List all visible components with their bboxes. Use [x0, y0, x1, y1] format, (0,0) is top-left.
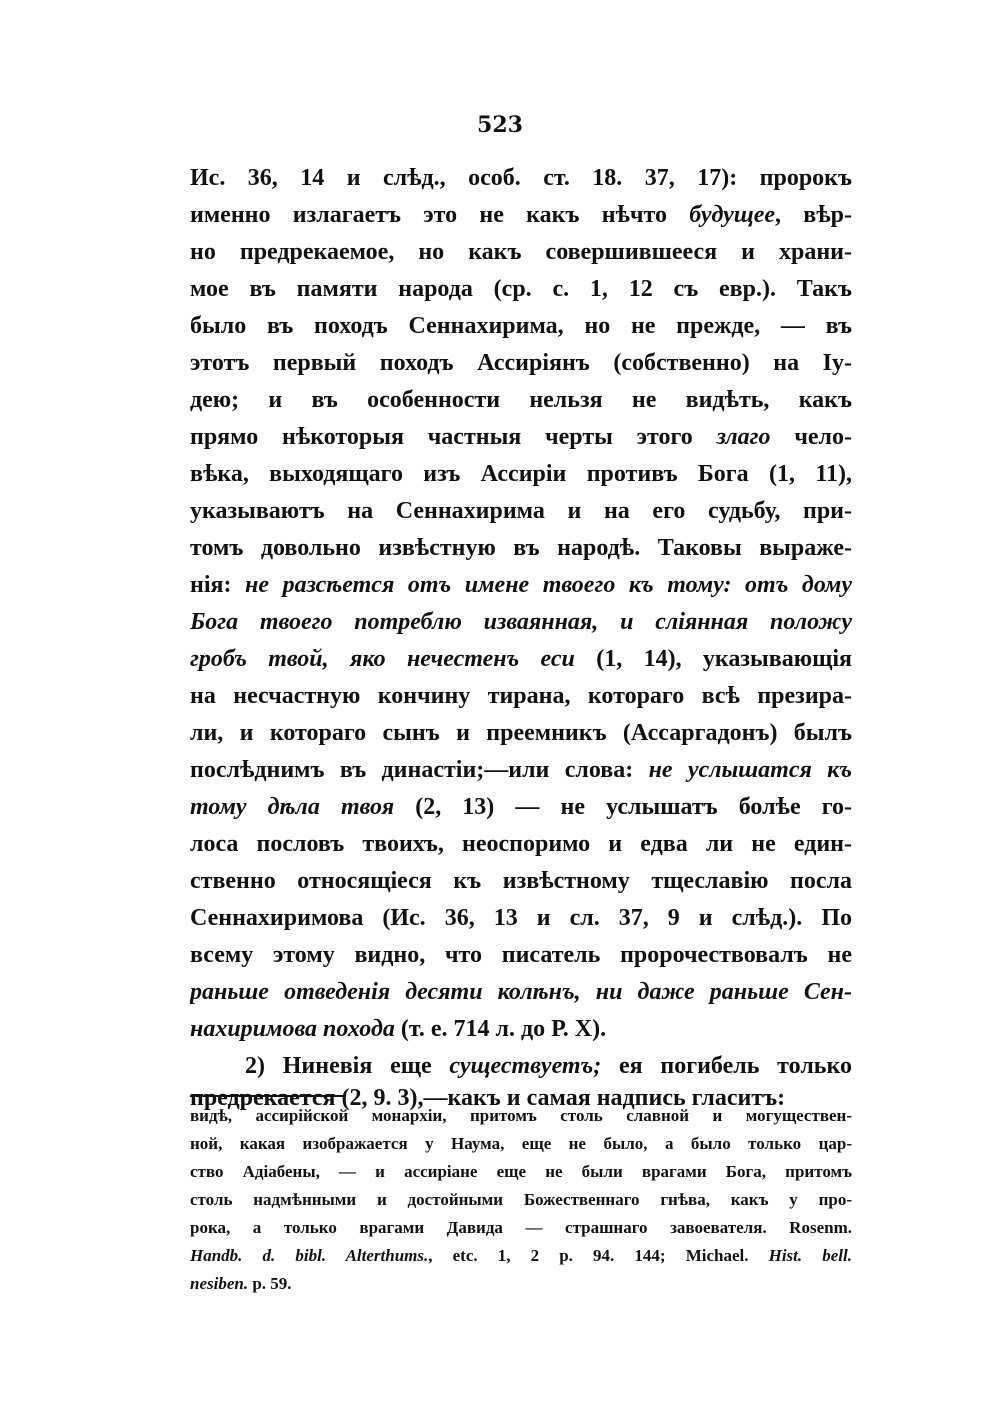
- body-line: предрекается (2, 9. 3),—какъ и самая надпись гласитъ:: [190, 1085, 786, 1111]
- body-line: послѣднимъ въ династіи;—или слова: не услышатся къ: [190, 757, 852, 783]
- page-number: 523: [477, 112, 523, 138]
- footnote-line: столь надмѣнными и достойными Божественнаго гнѣва, какъ у про-: [190, 1190, 852, 1209]
- body-line: указываютъ на Сеннахирима и на его судьбу, при-: [190, 498, 852, 524]
- body-line: гробъ твой, яко нечестенъ еси (1, 14), указывающія: [190, 646, 852, 672]
- body-line: ли, и котораго сынъ и преемникъ (Ассаргадонъ) былъ: [190, 720, 852, 746]
- body-line: всему этому видно, что писатель пророчествовалъ не: [190, 942, 852, 968]
- footnote-line: видѣ, ассирiйской монархiи, притомъ столь славной и могуществен-: [190, 1106, 852, 1125]
- body-line: тому дѣла твоя (2, 13) — не услышатъ болѣе го-: [190, 794, 852, 820]
- body-line: Сеннахиримова (Ис. 36, 13 и сл. 37, 9 и слѣд.). По: [190, 905, 852, 931]
- footnote-rule: [190, 1095, 346, 1097]
- body-line: дею; и въ особенности нельзя не видѣть, какъ: [190, 387, 852, 413]
- body-line: было въ походъ Сеннахирима, но не прежде, — въ: [190, 313, 852, 339]
- body-line: прямо нѣкоторыя частныя черты этого злаго чело-: [190, 424, 852, 450]
- body-line: именно излагаетъ это не какъ нѣчто будущее, вѣр-: [190, 202, 852, 228]
- body-line: Ис. 36, 14 и слѣд., особ. ст. 18. 37, 17): пророкъ: [190, 165, 852, 191]
- body-line: вѣка, выходящаго изъ Ассиріи противъ Бога (1, 11),: [190, 461, 852, 487]
- footnote-line: nesiben. p. 59.: [190, 1274, 292, 1293]
- body-line: но предрекаемое, но какъ совершившееся и храни-: [190, 239, 852, 265]
- footnote-line: ной, какая изображается у Наума, еще не было, а было только цар-: [190, 1134, 852, 1153]
- body-line: нахиримова похода (т. е. 714 л. до Р. Х).: [190, 1016, 607, 1042]
- body-line: Бога твоего потреблю изваянная, и слiянная положу: [190, 609, 852, 635]
- body-line: на несчастную кончину тирана, котораго всѣ презира-: [190, 683, 852, 709]
- body-line: 2) Ниневія еще существуетъ; ея погибель только: [245, 1053, 852, 1079]
- body-line: мое въ памяти народа (ср. с. 1, 12 съ евр.). Такъ: [190, 276, 852, 302]
- body-line: ственно относящіеся къ извѣстному тщеславію посла: [190, 868, 852, 894]
- footnote-line: ство Адiабены, — и ассиріане еще не были врагами Бога, притомъ: [190, 1162, 852, 1181]
- body-line: нія: не разсѣется отъ имене твоего къ тому: отъ дому: [190, 572, 852, 598]
- footnote-line: Handb. d. bibl. Alterthums., etc. 1, 2 p. 94. 144; Michael. Hist. bell.: [190, 1246, 852, 1265]
- footnote-line: рока, а только врагами Давида — страшнаго завоевателя. Rosenm.: [190, 1218, 852, 1237]
- body-line: лоса пословъ твоихъ, неоспоримо и едва ли не един-: [190, 831, 852, 857]
- body-line: раньше отведенія десяти колѣнъ, ни даже раньше Сен-: [190, 979, 852, 1005]
- body-line: томъ довольно извѣстную въ народѣ. Таковы выраже-: [190, 535, 852, 561]
- body-line: этотъ первый походъ Ассиріянъ (собственно) на Іу-: [190, 350, 852, 376]
